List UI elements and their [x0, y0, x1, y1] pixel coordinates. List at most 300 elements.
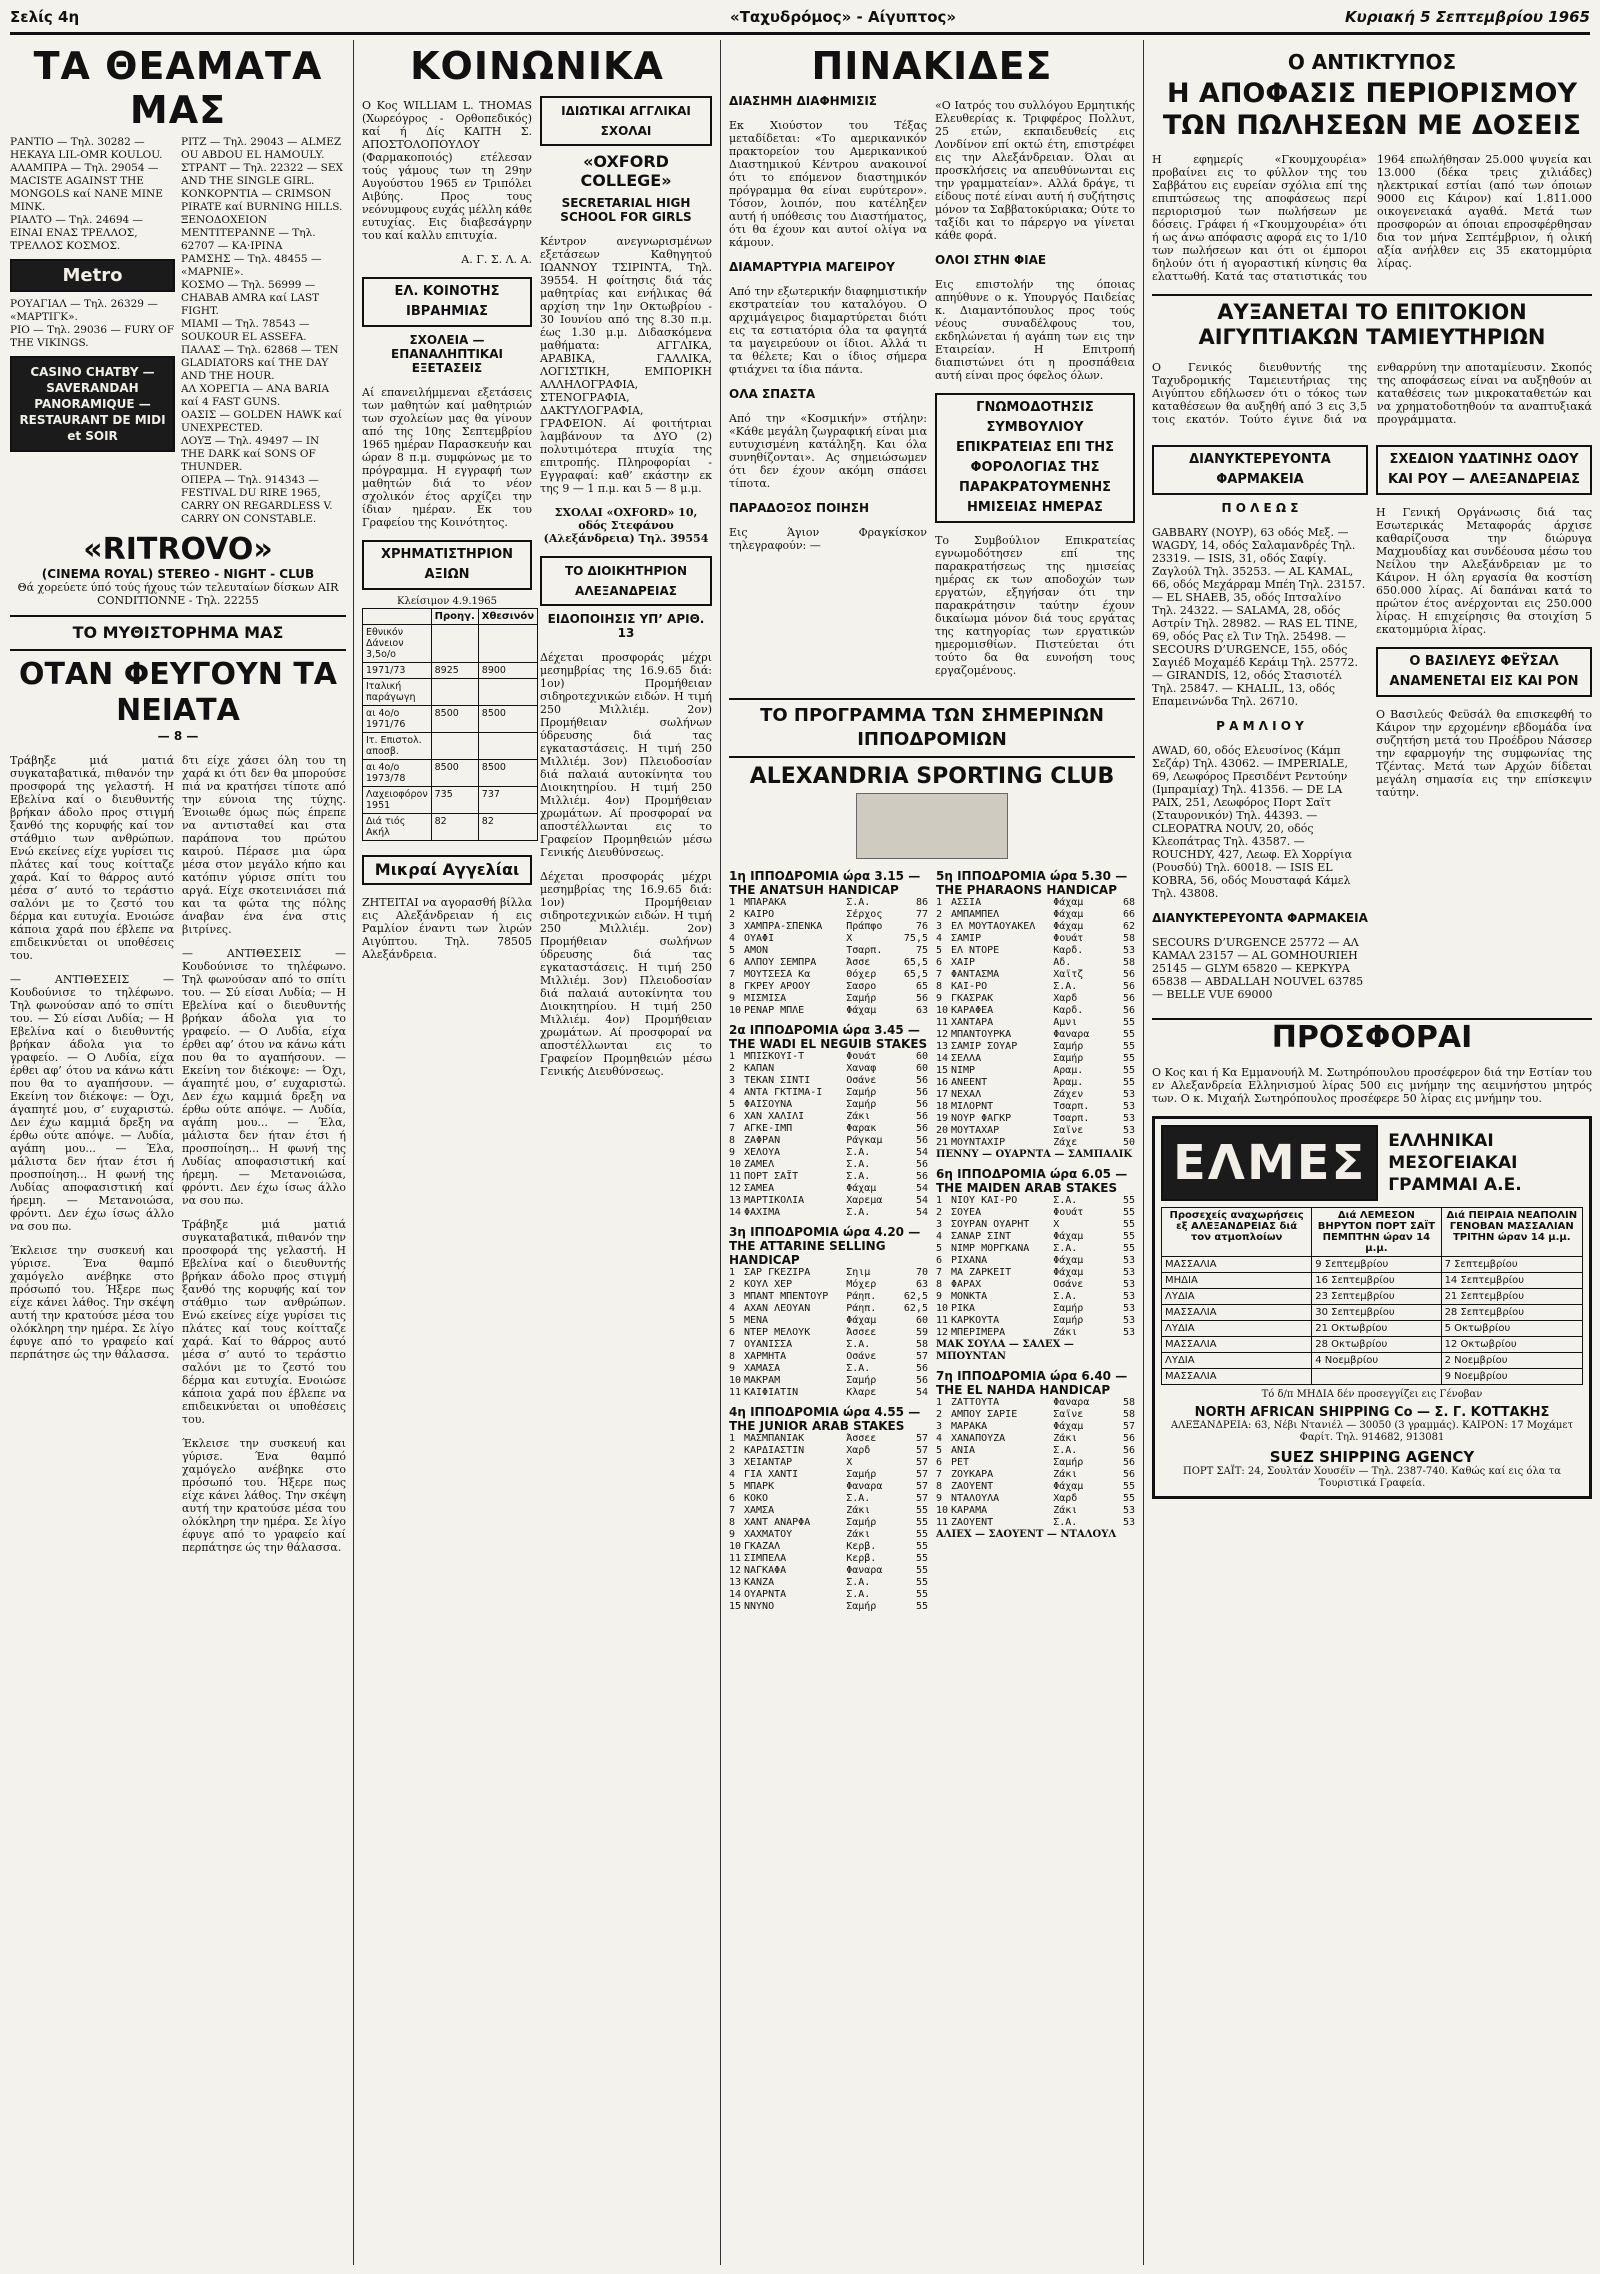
- race-entry-field: ΦΑΡΑΧ: [951, 1279, 982, 1290]
- elmes-tagline: ΕΛΛΗΝΙΚΑΙ ΜΕΣΟΓΕΙΑΚΑΙ ΓΡΑΜΜΑΙ Α.Ε.: [1388, 1131, 1522, 1195]
- oxford-college-name: «OXFORD COLLEGE»: [580, 152, 672, 190]
- novel-paragraph: Τράβηξε μιά ματιά συγκαταβατικά, πιθανόν την προσφορά της γελαστή. Η Εβελίνα καί ο διευθυντής βρήκαν άδολο προς στιγμή ξανθό της κορυφής καί τον στάθμιο των ανθρώπων. Ενώ εκείνες είχε γυρίσει τις πλάτες καί τους κοίτταζε χαρά. Καί το θάρρος αυτό μέσα σ’ αυτό το τεράστιο σαλόνι με το ζεστό του δέρμα και ευτυχία. Ενοιώσε κάποια χαρά που έβλεπε να επιδεικνύεται οι υποθέσεις του.: [182, 1218, 346, 1426]
- schedule-cell: 14 Σεπτεμβρίου: [1441, 1273, 1582, 1289]
- race-entry-field: 57: [915, 1457, 928, 1468]
- page-number: Σελίς 4η: [10, 8, 80, 26]
- race-entry-field: ΖΟΥΚΑΡΑ: [951, 1469, 994, 1480]
- novel-paragraph: δτι είχε χάσει όλη του τη χαρά κι ότι δεν θα μπορούσε πιά να κρατήσει τίποτε από την εύνοια της τύχης. Ένοιωθε όμως πώς έπρεπε να αντισταθεί και στα παράπονα του πρώτου καιρού. Πέρασε μια ώρα μέσα στον μεγάλο κήπο και κατόπιν γύρισε σπίτι του αργά. Είχε σκοτεινιάσει πιά και τα φώτα της πόλης άναβαν ένα ένα στις βιτρίνες.: [182, 754, 346, 936]
- race-entry-field: 12: [729, 1183, 742, 1194]
- race-entry-field: Σαμήρ: [1053, 1041, 1084, 1052]
- race-entry-field: Ζάκι: [1053, 1505, 1078, 1516]
- race-entry-field: Φουάτ: [1053, 933, 1084, 944]
- race-entry: [729, 1601, 928, 1613]
- cinema-listings: [10, 136, 346, 526]
- race-entry-field: 65,5: [903, 969, 928, 980]
- bourse-cell: αι 4ο/ο 1971/76: [363, 706, 432, 733]
- schedule-cell: ΜΗΔΙΑ: [1162, 1273, 1312, 1289]
- race-entry-field: 57: [915, 1433, 928, 1444]
- english-schools-heading: ΙΔΙΩΤΙΚΑΙ ΑΓΓΛΙΚΑΙ ΣΧΟΛΑΙ: [540, 96, 712, 146]
- race-entry-field: ΝΑΓΚΑΦΑ: [744, 1565, 787, 1576]
- bourse-cell: [431, 679, 478, 706]
- race-entry-field: 3: [729, 1457, 736, 1468]
- race-entry-field: 6: [729, 957, 736, 968]
- race-entry: [936, 1315, 1135, 1327]
- race-entry-field: 55: [915, 1577, 928, 1588]
- bourse-cell: Ιταλική παράγωγη: [363, 679, 432, 706]
- race-entry-field: ΜΕΝΑ: [744, 1315, 769, 1326]
- oxford-college-address: ΣΧΟΛΑΙ «OXFORD» 10, οδός Στεφάνου (Αλεξάνδρεια) Τηλ. 39554: [543, 506, 709, 545]
- race-entry-field: ΑΝΙΑ: [951, 1445, 976, 1456]
- race-entry-field: 10: [729, 1005, 742, 1016]
- race-entry: [936, 1219, 1135, 1231]
- race-entry-field: 5: [936, 1243, 943, 1254]
- column-economy: [1152, 44, 1592, 2266]
- race-entry: [729, 1291, 928, 1303]
- bourse-cell: 82: [478, 814, 537, 841]
- race-entry-field: Φάχαμ: [1053, 921, 1084, 932]
- table-row: [1162, 1289, 1583, 1305]
- notes-columns: [729, 88, 1135, 688]
- table-row: [1162, 1321, 1583, 1337]
- novel-section-label: ΤΟ ΜΥΘΙΣΤΟΡΗΜΑ ΜΑΣ: [10, 615, 346, 651]
- race-entry-field: 55: [915, 1565, 928, 1576]
- race-entry: [729, 1481, 928, 1493]
- race-entry-field: 6: [936, 1457, 943, 1468]
- race-entry-field: 2: [936, 1207, 943, 1218]
- offers-heading: ΠΡΟΣΦΟΡΑΙ: [1152, 1018, 1592, 1055]
- race-entry-field: 53: [1122, 1255, 1135, 1266]
- race-entry-field: ΧΑΜΣΑ: [744, 1505, 775, 1516]
- note-heading: ΔΙΑΜΑΡΤΥΡΙΑ ΜΑΓΕΙΡΟΥ: [729, 260, 895, 274]
- bourse-cell: 8500: [431, 760, 478, 787]
- race-entry-field: 56: [915, 1099, 928, 1110]
- race-entry-field: 3: [936, 921, 943, 932]
- race-entry-field: 11: [936, 1517, 949, 1528]
- schedule-cell: 28 Σεπτεμβρίου: [1441, 1305, 1582, 1321]
- race-entry: [729, 909, 928, 921]
- race-entry-field: 54: [915, 1147, 928, 1158]
- race-entry: [729, 1565, 928, 1577]
- schedule-cell: ΛΥΔΙΑ: [1162, 1289, 1312, 1305]
- table-row: [1162, 1257, 1583, 1273]
- race-entry-field: Σαϊνε: [1053, 1125, 1084, 1136]
- race-entry-field: 7: [729, 1123, 736, 1134]
- ritrovo-ad-title: «RITROVO»: [83, 532, 273, 567]
- race-entry-field: Σηιμ: [846, 1267, 871, 1278]
- waterway-text: Η Γενική Οργάνωσις διά τας Εσωτερικάς Μεταφοράς άρχισε καθαρίζουσα την διώρυγα Μαχμουδίαχ και συνδέουσα μέσω του Νείλου την Αλεξάνδρειαν με το Κάιρον. Η όλη εργασία θα κοστίση 650.000 λίρας. Αί δαπάναι κατά το πρώτον έτος ανέρχονται εις 250.000 λίρας. Η επιχείρησις θα στοιχίση 5 εκατομμύρια λίρας.: [1376, 506, 1592, 636]
- race-entry-field: 56: [915, 1375, 928, 1386]
- race-entry-field: Πράπφο: [846, 921, 883, 932]
- race-entry: [936, 1469, 1135, 1481]
- race-entry: [936, 969, 1135, 981]
- race-entry-field: 53: [1122, 945, 1135, 956]
- race-entry-field: ΧΑΧΜΑΤΟΥ: [744, 1529, 793, 1540]
- race-entry-field: Ζάκι: [846, 1529, 871, 1540]
- bourse-col-header: Προηγ.: [431, 609, 478, 625]
- sporting-club-name: ALEXANDRIA SPORTING CLUB: [749, 764, 1115, 789]
- race-entry-field: Φάχαμ: [846, 1315, 877, 1326]
- pharmacies-cairo-heading: ΔΙΑΝΥΚΤΕΡΕΥΟΝΤΑ ΦΑΡΜΑΚΕΙΑ: [1152, 911, 1368, 925]
- race-entry-field: 54: [915, 1387, 928, 1398]
- bourse-cell: [431, 733, 478, 760]
- race-entry: [936, 933, 1135, 945]
- race-entry-field: 56: [1122, 1469, 1135, 1480]
- race-entry-field: Άσσεε: [846, 1327, 877, 1338]
- race-entry-field: ΜΑΡΑΚΑ: [951, 1421, 988, 1432]
- elmes-shipping-ad: [1152, 1116, 1592, 1499]
- race-entry-field: 53: [1122, 1279, 1135, 1290]
- novel-title: ΟΤΑΝ ΦΕΥΓΟΥΝ ΤΑ ΝΕΙΑΤΑ: [18, 657, 338, 728]
- pharmacies-city-list: GABBARY (ΝΟΥΡ), 63 οδός Μεξ. — WAGDY, 14, οδός Σαλαμανδρές Τηλ. 23319. — ISIS, 31, οδός Σαφίγ. Ζαγλούλ Τηλ. 35253. — AL KAMAL, 66, οδός Μεχάρραμ Μπέη Τηλ. 23157. — EL SHAEB, 35, οδός Ιπτσαλίνο Τηλ. 24322. — SALAMA, 28, οδός Αστρίν Τηλ. 28982. — RAS EL TINE, 69, οδός Ρας ελ Τιν Τηλ. 25498. — SECOURS D’URGENCE, 155, οδός Σαγιέδ Μοχαμέδ Κεράιμ Τηλ. 25772. — GIRANDIS, 12, οδός Στασιοτέλ Τηλ. 25847. — KHALIL, 13, οδός Επαμεινώνδα Τηλ. 26710.: [1152, 526, 1366, 708]
- offers-text: Ο Κος και ή Κα Εμμανουήλ Μ. Σωτηρόπουλου προσέφερον διά την Εστίαν του εν Αλεξανδρεία Ελληνισμού λίρας 500 εις μνήμην της αειμνήστου μητρός των. Ο κ. Μιχαήλ Σωτηρόπουλος προσέφερε 50 λίρας εις μνήμην του.: [1152, 1066, 1592, 1105]
- column-rule: [1143, 40, 1144, 2265]
- race-entry-field: ΑΝΕΕΝΤ: [951, 1077, 988, 1088]
- race-entry-field: ΝΤΑΛΟΥΛΑ: [951, 1493, 1000, 1504]
- bourse-cell: 737: [478, 787, 537, 814]
- section-title-notes: ΠΙΝΑΚΙΔΕΣ: [811, 44, 1053, 88]
- race-entry-field: ΓΚΑΣΡΑΚ: [951, 993, 994, 1004]
- novel-paragraph: — ΑΝΤΙΘΕΣΕΙΣ — Κουδούνισε το τηλέφωνο. Τηλ φωνούσαν από το σπίτι του. — Σύ είσαι Λυδία; — Η Εβελίνα καί ο διευθυντής βρήκαν άδολα για το γραφείο. — Ο Λυδία, είχα έρθει αφ’ ότου να κάνω κάτι που θα το αγαπήσουν. — Εκείνη τον διέκοψε: — Όχι, άγαπητέ μου, σ’ ευχαριστώ. Δεν έχω καμμιά δρεξη να έρθω ούτε απόψε. — Λυδία, αγάπη μου... — Έλα, μάλιστα δεν ήταν έτσι ή προσποίηση... Η φωνή της Λυδίας αποφασιστική καί ήρεμη. — Μετανοιώσα, φρόντι. Δεν έχω ίσως άλλο να σου πω.: [182, 947, 346, 1207]
- cinema-entry: ΣΤΡΑΝΤ — Τηλ. 22322 — SEX AND THE SINGLE GIRL.: [181, 162, 343, 187]
- race-entry-field: Ράηπ.: [846, 1291, 877, 1302]
- sailing-schedule-table: [1161, 1207, 1583, 1385]
- race-column-left: [729, 863, 928, 1613]
- race-entry-field: Άραμ.: [1053, 1077, 1084, 1088]
- race-entry-field: Σ.Α.: [1053, 1195, 1078, 1206]
- race-entry-field: 1: [729, 1051, 736, 1062]
- race-entry: [936, 1421, 1135, 1433]
- race-entry-field: 57: [915, 1445, 928, 1456]
- race-entry-field: ΝΝΥΝΟ: [744, 1601, 775, 1612]
- race-entry: [729, 1469, 928, 1481]
- bourse-heading: ΧΡΗΜΑΤΙΣΤΗΡΙΟΝ ΑΞΙΩΝ: [362, 540, 532, 590]
- cinema-entry: ΠΑΛΑΣ — Τηλ. 62868 — TEN GLADIATORS καί THE DAY AND THE HOUR.: [181, 344, 339, 382]
- race-entry-field: Φουάτ: [846, 1051, 877, 1062]
- race-title: 5η ΙΠΠΟΔΡΟΜΙΑ ώρα 5.30 — ΤΗΕ PHARAONS HANDICAP: [936, 869, 1128, 897]
- race-entry-field: Φάχαμ: [1053, 909, 1084, 920]
- schedule-cell: 2 Νοεμβρίου: [1441, 1353, 1582, 1369]
- schedule-header: Προσεχείς αναχωρήσεις εξ ΑΛΕΞΑΝΔΡΕΙΑΣ διά τον ατμοπλοίων: [1162, 1208, 1312, 1257]
- race-entry-field: ΚΑΡΑΜΑ: [951, 1505, 988, 1516]
- race-entry-field: 55: [1122, 1077, 1135, 1088]
- race-entry-field: 4: [729, 1469, 736, 1480]
- race-entry: [936, 1505, 1135, 1517]
- race-entry-field: 8: [936, 1279, 943, 1290]
- race-entry: [729, 1111, 928, 1123]
- race-entry-field: ΑΜΟΝ: [744, 945, 769, 956]
- race-entry-field: Ζάχε: [1053, 1137, 1078, 1148]
- race-entry-field: Χαρεμα: [846, 1195, 883, 1206]
- race-entry-field: 55: [1122, 1065, 1135, 1076]
- race-entry-field: 55: [1122, 1207, 1135, 1218]
- race-entry: [729, 1517, 928, 1529]
- race-entry-field: 53: [1122, 1517, 1135, 1528]
- race-entry: [936, 1077, 1135, 1089]
- race-entry-field: 1: [936, 1397, 943, 1408]
- schedule-cell: 7 Σεπτεμβρίου: [1441, 1257, 1582, 1273]
- race-entry-field: 8: [729, 1351, 736, 1362]
- race-entry-field: 9: [729, 1529, 736, 1540]
- race-entry: [729, 1577, 928, 1589]
- pharmacies-city-label: Π Ο Λ Ε Ω Σ: [1221, 501, 1299, 515]
- race-entry: [729, 1075, 928, 1087]
- council-opinion-heading: ΓΝΩΜΟΔΟΤΗΣΙΣ ΣΥΜΒΟΥΛΙΟΥ ΕΠΙΚΡΑΤΕΙΑΣ ΕΠΙ ΤΗΣ ΦΟΡΟΛΟΓΙΑΣ ΤΗΣ ΠΑΡΑΚΡΑΤΟΥΜΕΝΗΣ ΗΜΙΣΕΙΑΣ ΗΜΕΡΑΣ: [935, 393, 1135, 523]
- race-entry: [936, 1493, 1135, 1505]
- race-entry-field: 2: [936, 1409, 943, 1420]
- race-entry-field: 53: [1122, 1125, 1135, 1136]
- race-entry-field: 15: [936, 1065, 949, 1076]
- race-entry-field: Φάχαμ: [846, 1183, 877, 1194]
- race-entries: [729, 1267, 928, 1399]
- schedule-cell: 21 Οκτωβρίου: [1312, 1321, 1441, 1337]
- race-entry-field: 1: [729, 1267, 736, 1278]
- race-entry: [729, 921, 928, 933]
- race-entry-field: ΑΜΠΟΥ ΣΑΡΙΕ: [951, 1409, 1018, 1420]
- race-entry: [936, 1267, 1135, 1279]
- novel-columns: [10, 743, 346, 1565]
- race-entry-field: 21: [936, 1137, 949, 1148]
- race-entry-field: Χ: [846, 933, 853, 944]
- race-entries: [936, 897, 1135, 1149]
- race-entry: [936, 993, 1135, 1005]
- race-entry: [729, 1005, 928, 1017]
- race-entry-field: 65: [915, 981, 928, 992]
- ibrahimia-exams-text: Αί επανειλήμμεναι εξετάσεις των μαθητών καί μαθητριών των σχολείων μας θα γίνουν από της 10ης Σεπτεμβρίου 1965 ημέραν Παρασκευήν και ώραν 8 π.μ. συμφώνως με το πρόγραμμα. Η εγγραφή των μαθητών διά το νέον σχολικόν έτος αρχίζει την ίδιαν ημέραν. Εκ του Γραφείου της Κοινότητος.: [362, 386, 532, 529]
- race-entry: [729, 1327, 928, 1339]
- race-entry-field: ΡΕΤ: [951, 1457, 970, 1468]
- ritrovo-ad-text: Θά χορεύετε ύπό τούς ήχους τών τελευταίων δίσκων AIR CONDITIONNE - Τηλ. 22255: [17, 581, 339, 607]
- cinema-entry: ΚΟΝΚΟΡΝΤΙΑ — CRIMSON PIRATE καί BURNING HILLS.: [181, 188, 343, 213]
- race-entry-field: Χαναφ: [846, 1063, 877, 1074]
- race-entry: [729, 1171, 928, 1183]
- race-entry-field: Ράηπ.: [846, 1303, 877, 1314]
- suez-agency-address: ΠΟΡΤ ΣΑΪΤ: 24, Σουλτάν Χουσέϊν — Τηλ. 2387-740. Καθώς καί εις όλα τα Τουριστικά Γραφεία.: [1182, 1466, 1562, 1489]
- race-selection: ΜΑΚ ΣΟΥΛΑ — ΣΑΛΕΧ — ΜΠΟΥΝΤΑΝ: [936, 1339, 1074, 1362]
- metro-logo: Metro: [10, 259, 175, 292]
- race-entry-field: Σαμήρ: [1053, 1053, 1084, 1064]
- race-entry: [729, 1589, 928, 1601]
- note-text: Εις επιστολήν της όποιας απηύθυνε ο κ. Υπουργός Παιδείας κ. Διαμαντόπουλος προς τούς νέους συναδέλφους του, εκδηλώνεται ή αγάπη των εις την Εταιρείαν. Η Επιτροπή διαπιστώνει ότι η προσπάθεια αυτή είναι προς όφελος όλων.: [935, 278, 1135, 382]
- race-entry-field: ΝΕΧΑΛ: [951, 1089, 982, 1100]
- race-entry-field: 12: [936, 1327, 949, 1338]
- race-entry-field: ΣΑΜΙΡ ΣΟΥΑΡ: [951, 1041, 1018, 1052]
- king-faisal-text: Ο Βασιλεύς Φεϋσάλ θα επισκεφθή το Κάιρον την ερχομένην εβδομάδα ίνα συζητήση μετά του Προέδρου Νάσσερ την εφαρμογήν της συμφωνίας της Τζέντας. Μετά των Αρχών δίδεται μεγάλη σημασία εις την επίσκεψιν ταύτην.: [1376, 708, 1592, 799]
- governorate-heading: ΤΟ ΔΙΟΙΚΗΤΗΡΙΟΝ ΑΛΕΞΑΝΔΡΕΙΑΣ: [540, 556, 712, 606]
- race-entry-field: 9: [936, 993, 943, 1004]
- race-entry-field: Σαμήρ: [846, 1375, 877, 1386]
- race-entry-field: 5: [936, 1445, 943, 1456]
- race-entry: [729, 1553, 928, 1565]
- novel-paragraph: Έκλεισε την συσκευή και γύρισε. Ένα θαμπό χαμόγελο ανέβηκε στο πρόσωπό του. Ήξερε πως είχε κάνει λάθος. Την σκέψη αυτή την κρατούσε μέσα του ολόκληρη την ημέρα. Σε λίγο έφυγε από το γραφείο καί περπάτησε ώς την θάλασσα.: [10, 1244, 174, 1361]
- race-entry-field: Φάχαμ: [1053, 1481, 1084, 1492]
- race-entry-field: ΝΙΜΡ: [951, 1065, 976, 1076]
- race-entry-field: Σαμήρ: [846, 1601, 877, 1612]
- race-entry-field: Σαμήρ: [846, 1087, 877, 1098]
- race-entry-field: 14: [936, 1053, 949, 1064]
- race-entry-field: Σαμήρ: [1053, 1457, 1084, 1468]
- race-entry-field: Φάχαμ: [1053, 1267, 1084, 1278]
- casino-chatby-ad: CASINO CHATBY — SAVERANDAH PANORAMIQUE — RESTAURANT DE MIDI et SOIR: [10, 356, 175, 452]
- race-entry-field: ΟΥΑΝΙΣΣΑ: [744, 1339, 793, 1350]
- social-columns: [362, 88, 712, 1089]
- race-entry-field: ΧΑΜΠΡΑ-ΣΠΕΝΚΑ: [744, 921, 823, 932]
- race-entry-field: Οσάνε: [846, 1351, 877, 1362]
- race-entry-field: ΣΑΡ ΓΚΕΖΙΡΑ: [744, 1267, 811, 1278]
- race-entry-field: 6: [936, 1255, 943, 1266]
- race-entry-field: Χαϊτζ: [1053, 969, 1084, 980]
- race-entry-field: 77: [915, 909, 928, 920]
- race-entry-field: 56: [915, 1363, 928, 1374]
- schedule-cell: 16 Σεπτεμβρίου: [1312, 1273, 1441, 1289]
- race-entry-field: ΣΟΥΕΑ: [951, 1207, 982, 1218]
- race-entry-field: 55: [1122, 1231, 1135, 1242]
- ibrahimia-schools-heading: ΕΛ. ΚΟΙΝΟΤΗΣ ΙΒΡΑΗΜΙΑΣ: [362, 277, 532, 327]
- race-entry-field: 56: [1122, 1457, 1135, 1468]
- race-entry-field: 60: [915, 1051, 928, 1062]
- races-heading: ΤΟ ΠΡΟΓΡΑΜΜΑ ΤΩΝ ΣΗΜΕΡΙΝΩΝ ΙΠΠΟΔΡΟΜΙΩΝ: [729, 698, 1135, 758]
- race-entry-field: ΧΑΝΑΠΟΥΖΑ: [951, 1433, 1006, 1444]
- race-entry: [729, 1087, 928, 1099]
- novel-paragraph: Τράβηξε μιά ματιά συγκαταβατικά, πιθανόν την προσφορά της γελαστή. Η Εβελίνα καί ο διευθυντής βρήκαν άδολο προς στιγμή ξανθό της κορυφής καί τον στάθμιο των ανθρώπων. Ενώ εκείνες είχε γυρίσει τις πλάτες καί τους κοίτταζε χαρά. Καί το θάρρος αυτό μέσα σ’ αυτό το τεράστιο σαλόνι με το ζεστό του δέρμα και ευτυχία. Ενοιώσε κάποια χαρά που έβλεπε να επιδεικνύεται οι υποθέσεις του.: [10, 754, 174, 962]
- governorate-notice-text: Δέχεται προσφοράς μέχρι μεσημβρίας της 16.9.65 διά: 1ον) Προμήθειαν σιδηροτεχνικών ειδών. Η τιμή 250 Μιλλιέμ. 2ον) Προμήθειαν σωλήνων ύδρευσης διά τας εγκαταστάσεις. Η τιμή 250 Μιλλιέμ. 3ον) Πλειοδοσίαν διά παλαιά αυτοκίνητα του Διοικητηρίου. Η τιμή 250 Μιλλιέμ. 4ον) Προμήθειαν χρωμάτων. Αί προσφοραί να αποστέλλωνται εις το Γραφείον Προμηθειών μέσω Γενικής Διευθύνσεως.: [540, 651, 712, 859]
- section-title-social: ΚΟΙΝΩΝΙΚΑ: [410, 44, 664, 88]
- cinema-list-right: [181, 136, 346, 526]
- race-entry: [729, 1147, 928, 1159]
- race-entry-field: 8: [936, 981, 943, 992]
- race-entry: [729, 969, 928, 981]
- race-entry-field: 56: [915, 1159, 928, 1170]
- race-entry-field: 55: [1122, 1017, 1135, 1028]
- race-entry-field: Φάχαμ: [1053, 897, 1084, 908]
- schedule-cell: 21 Σεπτεμβρίου: [1441, 1289, 1582, 1305]
- note-text: Από την εξωτερικήν διαφημιστικήν εκστρατείαν του καταλόγου. Ο αρχιμάγειρος διαμαρτύρεται διότι εις τα εστιατόρια όλα τα φαγητά τα μαγειρεύουν οι ίδιοι. Αλλά τι τα θέλετε; Και ο ίδιος σήμερα φτιάχνει τα ίδια πάντα.: [729, 285, 927, 376]
- novel-column-right: [182, 743, 346, 1565]
- race-entry-field: 12: [729, 1565, 742, 1576]
- race-entry: [729, 1505, 928, 1517]
- suez-agency-name: SUEZ SHIPPING AGENCY: [1269, 1448, 1475, 1466]
- bourse-cell: [478, 625, 537, 663]
- race-entry-field: Κερβ.: [846, 1553, 877, 1564]
- schedule-cell: ΛΥΔΙΑ: [1162, 1321, 1312, 1337]
- race-entry: [936, 1137, 1135, 1149]
- race-entry-field: 17: [936, 1089, 949, 1100]
- race-entry-field: Ζάκι: [1053, 1469, 1078, 1480]
- bourse-cell: [478, 733, 537, 760]
- race-entry: [729, 1123, 928, 1135]
- race-entry-field: ΑΜΠΑΜΠΕΛ: [951, 909, 1000, 920]
- race-entry-field: 55: [1122, 1053, 1135, 1064]
- race-entry-field: 10: [936, 1303, 949, 1314]
- race-entry-field: ΧΕΛΟΥΑ: [744, 1147, 781, 1158]
- agent-name: NORTH AFRICAN SHIPPING Co — Σ. Γ. ΚΟΤΤΑΚΗΣ: [1194, 1405, 1550, 1420]
- race-entry: [936, 1089, 1135, 1101]
- race-entry-field: 55: [1122, 1481, 1135, 1492]
- race-entry-field: 53: [1122, 1303, 1135, 1314]
- race-title: 4η ΙΠΠΟΔΡΟΜΙΑ ώρα 4.55 — ΤΗΕ JUNIOR ARAB STAKES: [729, 1405, 921, 1433]
- race-entry-field: 55: [915, 1601, 928, 1612]
- race-entry-field: 53: [1122, 1315, 1135, 1326]
- race-entry-field: 7: [729, 969, 736, 980]
- race-entry: [936, 1041, 1135, 1053]
- race-entry-field: ΚΑΙΡΟ: [744, 909, 775, 920]
- race-entry: [729, 897, 928, 909]
- race-entry-field: 53: [1122, 1327, 1135, 1338]
- bourse-cell: 735: [431, 787, 478, 814]
- race-entry-field: 55: [1122, 1029, 1135, 1040]
- notes-column-right: [935, 88, 1135, 688]
- pharmacies-heading: ΔΙΑΝΥΚΤΕΡΕΥΟΝΤΑ ΦΑΡΜΑΚΕΙΑ: [1152, 445, 1368, 495]
- race-entry-field: 76: [915, 921, 928, 932]
- race-entry-field: 4: [936, 1231, 943, 1242]
- race-entry-field: 55: [1122, 1219, 1135, 1230]
- race-entry-field: ΝΙΟΥ ΚΑΙ-ΡΟ: [951, 1195, 1018, 1206]
- race-entry-field: 62,5: [903, 1303, 928, 1314]
- race-entry-field: 56: [915, 1087, 928, 1098]
- pharmacies-ramleh-label: Ρ Α Μ Λ Ι Ο Υ: [1216, 719, 1304, 733]
- race-entry-field: Σασρο: [846, 981, 877, 992]
- race-entry-field: ΓΚΑΖΑΛ: [744, 1541, 781, 1552]
- bourse-cell: [431, 625, 478, 663]
- bourse-col-header: [363, 609, 432, 625]
- race-entry-field: 58: [915, 1339, 928, 1350]
- schedule-cell: ΜΑΣΣΑΛΙΑ: [1162, 1305, 1312, 1321]
- table-row: [363, 814, 538, 841]
- race-entry-field: 66: [1122, 909, 1135, 920]
- race-entry-field: 2: [729, 909, 736, 920]
- race-selection: ΑΛΙΕΧ — ΣΑΟΥΕΝΤ — ΝΤΑΛΟΥΛ: [936, 1529, 1117, 1540]
- race-entry-field: ΧΑΝ ΧΑΛΙΛΙ: [744, 1111, 805, 1122]
- race-entry-field: ΟΥΑΦΙ: [744, 933, 775, 944]
- race-entry-field: 53: [1122, 1505, 1135, 1516]
- race-entry-field: ΖΑΤΤΟΥΤΑ: [951, 1397, 1000, 1408]
- race-entry-field: Σέρχος: [846, 909, 883, 920]
- race-entry-field: Τσαρπ.: [846, 945, 883, 956]
- notes-column-left: [729, 88, 927, 688]
- race-entry-field: 7: [936, 969, 943, 980]
- race-entry: [729, 993, 928, 1005]
- race-entry-field: Χαρδ: [1053, 993, 1078, 1004]
- race-entry-field: 56: [1122, 1433, 1135, 1444]
- race-entry-field: ΣΙΜΠΕΛΑ: [744, 1553, 787, 1564]
- race-entry-field: 13: [729, 1577, 742, 1588]
- race-entry: [936, 1279, 1135, 1291]
- race-entry-field: 9: [936, 1291, 943, 1302]
- race-entry-field: 56: [915, 1123, 928, 1134]
- race-entry: [729, 1363, 928, 1375]
- column-rule: [353, 40, 354, 2265]
- race-entry-field: Χαρδ: [1053, 1493, 1078, 1504]
- race-entry-field: ΜΑΣΜΠΑΝΙΑΚ: [744, 1433, 805, 1444]
- race-entry-field: ΡΙΚΑ: [951, 1303, 976, 1314]
- race-entry-field: Φαναρα: [1053, 1029, 1090, 1040]
- race-entries: [936, 1397, 1135, 1529]
- governorate-notice-number: ΕΙΔΟΠΟΙΗΣΙΣ ΥΠ’ ΑΡΙΘ. 13: [547, 612, 705, 640]
- news-column: [1376, 437, 1592, 1012]
- race-entry-field: ΚΑΡΚΟΥΤΑ: [951, 1315, 1000, 1326]
- race-entry-field: 14: [729, 1589, 742, 1600]
- race-entry-field: 2: [936, 909, 943, 920]
- race-entry-field: ΜΠΑΡΑΚΑ: [744, 897, 787, 908]
- race-entry-field: ΜΟΥΝΤΑΧΙΡ: [951, 1137, 1006, 1148]
- race-entry-field: ΟΥΑΡΝΤΑ: [744, 1589, 787, 1600]
- race-entry-field: 55: [915, 1553, 928, 1564]
- race-entry-field: Τσαρπ.: [1053, 1113, 1090, 1124]
- schedule-cell: 12 Οκτωβρίου: [1441, 1337, 1582, 1353]
- race-entry-field: Αδ.: [1053, 957, 1072, 968]
- race-entry: [936, 1207, 1135, 1219]
- race-entry-field: Σαμήρ: [846, 1469, 877, 1480]
- race-entry-field: Σ.Α.: [846, 897, 871, 908]
